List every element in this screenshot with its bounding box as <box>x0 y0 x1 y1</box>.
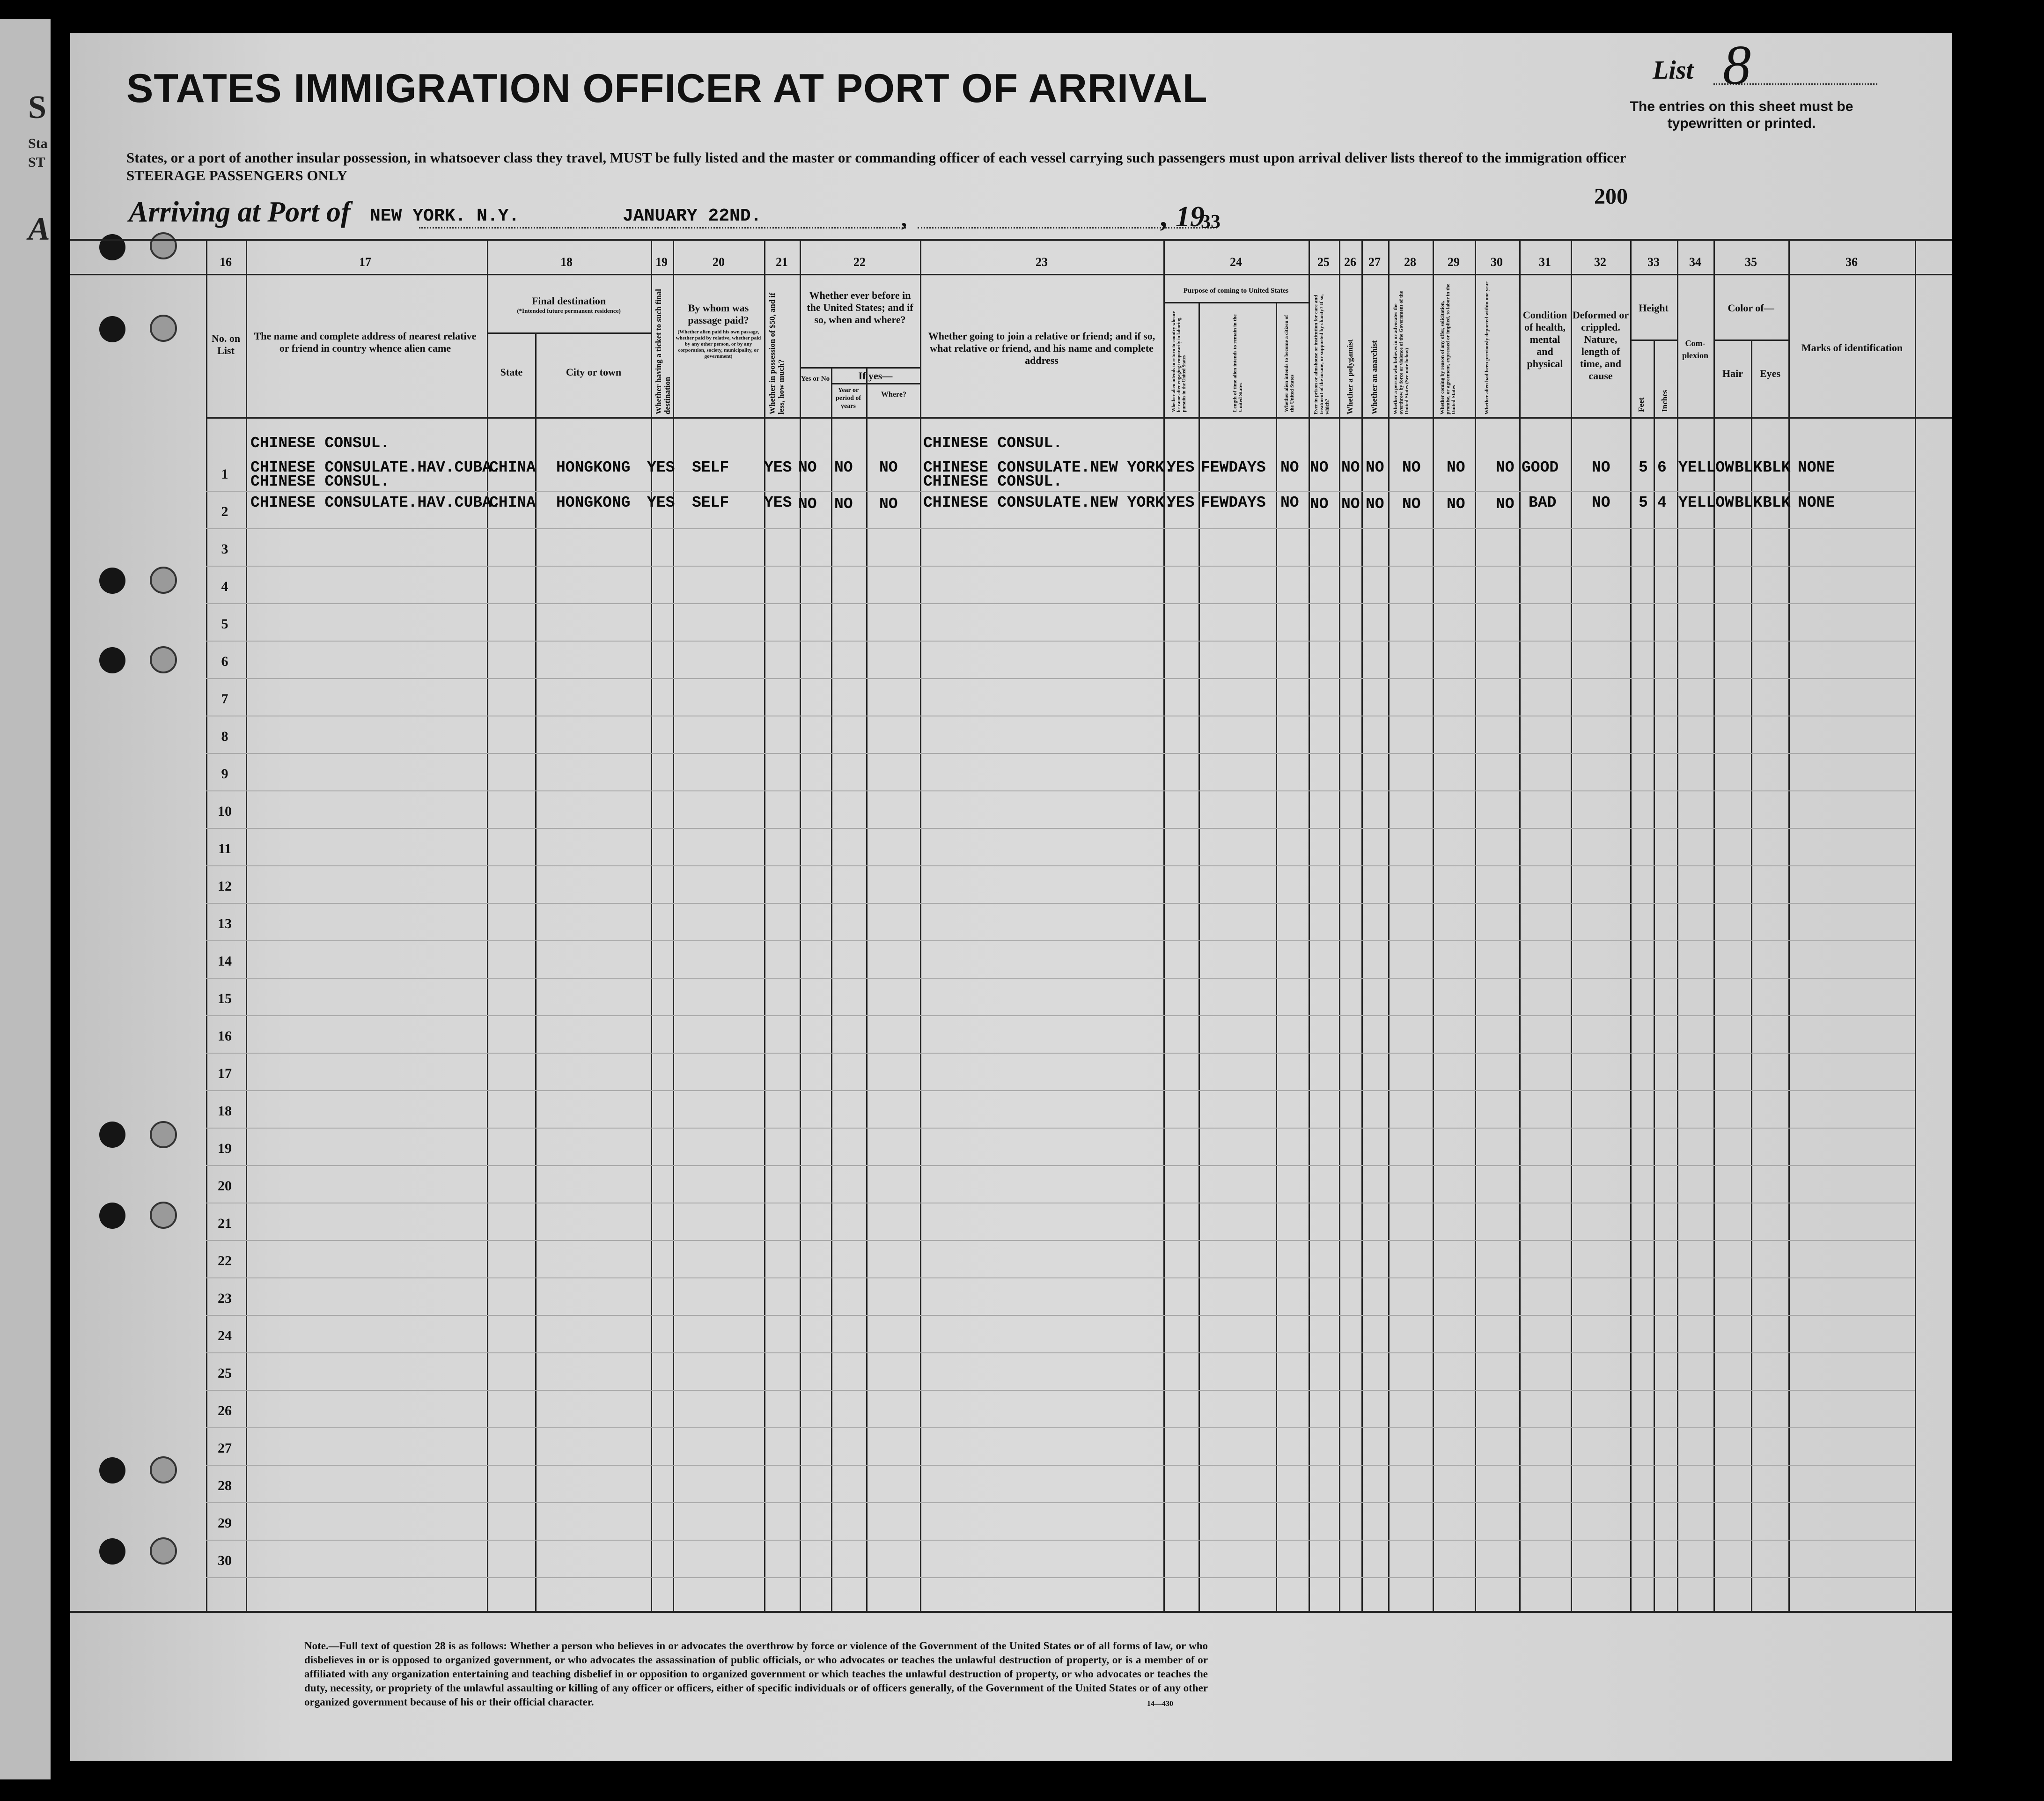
table-bottom-rule <box>70 1611 1952 1613</box>
binder-hole <box>150 646 177 673</box>
row-number: 27 <box>218 1440 232 1456</box>
row-number: 5 <box>221 616 228 632</box>
header-deformed: Deformed or crippled. Nature, length of time, and cause <box>1572 309 1629 382</box>
entry-complexion: YELLOW <box>1678 494 1734 511</box>
binder-hole <box>99 1538 125 1565</box>
column-rule <box>1475 239 1476 1611</box>
column-rule <box>1519 239 1521 1611</box>
header-purpose-citizen: Whether alien intends to become a citizen of the United States <box>1284 315 1295 412</box>
column-rule <box>1915 239 1916 1611</box>
row-line <box>206 1240 1915 1241</box>
header-ever-before: Whether ever before in the United States; and if so, when and where? <box>807 289 913 325</box>
form-number: 14—430 <box>1147 1700 1173 1708</box>
subheader-rule-18 <box>487 332 651 334</box>
entry-inches: 6 <box>1657 459 1667 476</box>
column-number: 18 <box>560 255 573 269</box>
entry-money: YES <box>764 459 792 476</box>
steerage-label: STEERAGE PASSENGERS ONLY <box>126 167 348 184</box>
entry-join-line2: CHINESE CONSULATE.NEW YORK. <box>923 494 1174 511</box>
column-number: 20 <box>713 255 725 269</box>
final-destination-label: Final destination <box>531 295 606 307</box>
row-number: 6 <box>221 654 228 669</box>
binder-hole <box>99 1457 125 1484</box>
column-number: 29 <box>1448 255 1460 269</box>
entry-city: HONGKONG <box>556 494 631 511</box>
binder-hole <box>99 647 125 673</box>
column-number: 30 <box>1491 255 1503 269</box>
entry-feet: 5 <box>1639 459 1648 476</box>
row-line <box>206 1128 1915 1129</box>
row-line <box>206 903 1915 904</box>
row-number: 11 <box>218 841 232 856</box>
row-number: 14 <box>218 953 232 969</box>
column-rule <box>866 367 868 1611</box>
row-number: 21 <box>218 1216 232 1231</box>
column-rule <box>1339 239 1340 1611</box>
row-number: 24 <box>218 1328 232 1343</box>
header-complexion: Com-plexion <box>1682 339 1708 360</box>
row-number: 3 <box>221 541 228 557</box>
header-prison: Ever in prison or almshouse or institution for care and treatment of the insane, or supported by charity? If so, which? <box>1313 294 1330 414</box>
entry-anarchist: NO <box>1366 459 1384 476</box>
year-suffix: 33 <box>1201 211 1221 233</box>
binder-hole <box>150 1121 177 1148</box>
row-number: 29 <box>218 1515 232 1531</box>
column-number: 28 <box>1404 255 1416 269</box>
column-number: 35 <box>1745 255 1757 269</box>
row-line <box>206 978 1915 979</box>
row-number: 7 <box>221 691 228 707</box>
row-number: 16 <box>218 1028 232 1044</box>
header-period-of-years: Year or period of years <box>835 387 861 410</box>
entry-state: CHINA <box>489 459 536 476</box>
row-line <box>206 940 1915 941</box>
entry-period: NO <box>834 495 853 513</box>
entry-marks: NONE <box>1798 494 1835 511</box>
entry-money: YES <box>764 494 792 511</box>
column-rule <box>246 239 247 1611</box>
column-rule <box>1309 239 1310 1611</box>
header-possession-50: Whether in possession of $50, and if less, how much? <box>768 293 786 414</box>
binder-hole <box>99 1122 125 1148</box>
header-anarchist: Whether an anarchist <box>1370 340 1379 414</box>
row-number: 26 <box>218 1403 232 1418</box>
header-labor-offer: Whether coming by reason of any offer, solicitation, promise, or agreement, expressed or implied, to labor in the United States <box>1440 283 1456 414</box>
column-rule <box>1433 239 1434 1611</box>
entry-paid-by: SELF <box>692 494 729 511</box>
header-purpose: Purpose of coming to United States <box>1183 287 1289 295</box>
entry-join-line2: CHINESE CONSULATE.NEW YORK. <box>923 459 1174 476</box>
margin-fragment: Sta <box>28 136 48 151</box>
column-number: 34 <box>1689 255 1701 269</box>
header-health: Condition of health, mental and physical <box>1522 309 1567 369</box>
binder-hole <box>150 232 177 259</box>
row-line <box>206 491 1915 492</box>
entry-where: NO <box>879 459 898 476</box>
header-where: Where? <box>881 391 906 399</box>
row-number: 2 <box>221 504 228 519</box>
date-value: JANUARY 22ND. <box>623 206 762 226</box>
entry-health: BAD <box>1529 494 1557 511</box>
entry-deported: NO <box>1496 459 1515 476</box>
table-top-rule <box>70 239 1952 241</box>
manifest-sheet <box>70 33 1952 1761</box>
column-number: 21 <box>776 255 788 269</box>
row-line <box>206 528 1915 529</box>
header-color-of: Color of— <box>1728 302 1774 314</box>
entry-before: NO <box>798 495 817 513</box>
header-deported: Whether alien had been previously deported within one year <box>1484 281 1490 414</box>
binder-hole <box>99 1203 125 1229</box>
row-number: 17 <box>218 1066 232 1081</box>
row-line <box>206 1165 1915 1166</box>
subheader-rule-22 <box>800 367 920 369</box>
list-label: List <box>1653 56 1694 85</box>
row-number: 20 <box>218 1178 232 1194</box>
entry-ticket: YES <box>647 494 675 511</box>
row-line <box>206 828 1915 829</box>
binder-hole <box>99 316 125 342</box>
entry-period: NO <box>834 459 853 476</box>
year-prefix: , 19 <box>1161 201 1205 233</box>
entry-citizen: NO <box>1280 459 1299 476</box>
header-state: State <box>500 366 523 378</box>
entry-c28: NO <box>1402 459 1421 476</box>
binder-hole <box>150 1537 177 1565</box>
entry-ticket: YES <box>647 459 675 476</box>
row-number: 10 <box>218 804 232 819</box>
entry-eyes: BLK <box>1763 494 1791 511</box>
entry-relative-line2: CHINESE CONSULATE.HAV.CUBA. <box>250 494 501 511</box>
entry-polygamist: NO <box>1341 459 1360 476</box>
row-number: 8 <box>221 729 228 744</box>
row-number: 1 <box>221 466 228 482</box>
column-rule <box>1276 302 1277 1611</box>
margin-fragment: ST <box>28 155 45 170</box>
entry-prison: NO <box>1310 495 1329 513</box>
entry-join-line1: CHINESE CONSUL. <box>923 435 1063 452</box>
column-rule <box>1361 239 1363 1611</box>
entry-inches: 4 <box>1657 494 1667 511</box>
header-purpose-length: Length of time alien intends to remain in the United States <box>1232 314 1243 412</box>
column-rule <box>920 239 921 1611</box>
column-rule <box>764 239 765 1611</box>
row-number: 12 <box>218 878 232 894</box>
adjacent-page-strip <box>0 19 51 1779</box>
column-number: 26 <box>1344 255 1356 269</box>
margin-fragment: S <box>28 89 46 125</box>
column-number-rule <box>70 274 1952 275</box>
entry-eyes: BLK <box>1763 459 1791 476</box>
list-number: 8 <box>1723 34 1751 96</box>
header-final-destination <box>489 295 648 315</box>
typed-note: The entries on this sheet must be typewritten or printed. <box>1630 99 1853 131</box>
row-line <box>206 1427 1915 1428</box>
entry-relative-line1: CHINESE CONSUL. <box>250 473 390 490</box>
row-number: 4 <box>221 579 228 594</box>
column-rule <box>1388 239 1390 1611</box>
row-number: 28 <box>218 1478 232 1493</box>
entry-prison: NO <box>1310 459 1329 476</box>
header-feet: Feet <box>1637 397 1646 412</box>
header-join-relative: Whether going to join a relative or friend; and if so, what relative or friend, and his name and complete address <box>928 330 1155 366</box>
binder-hole <box>150 1456 177 1484</box>
row-line <box>206 603 1915 604</box>
row-line <box>206 1390 1915 1391</box>
header-passage-paid <box>675 302 762 360</box>
final-destination-note: (*Intended future permanent residence) <box>517 307 621 314</box>
row-line <box>206 641 1915 642</box>
binder-hole <box>99 234 125 260</box>
row-number: 15 <box>218 991 232 1006</box>
column-number: 31 <box>1539 255 1551 269</box>
row-line <box>206 1090 1915 1091</box>
entry-deformed: NO <box>1592 494 1610 511</box>
column-number: 33 <box>1647 255 1660 269</box>
header-eyes: Eyes <box>1760 368 1780 379</box>
binder-hole <box>150 315 177 342</box>
row-line <box>206 1465 1915 1466</box>
row-line <box>206 865 1915 866</box>
passage-paid-note: (Whether alien paid his own passage, whether paid by relative, whether paid by any other person, or by any corporation, society, municipality, or government) <box>676 329 761 359</box>
subheader-rule-22b <box>831 383 920 384</box>
column-rule <box>651 239 652 1611</box>
column-number: 23 <box>1036 255 1048 269</box>
entry-state: CHINA <box>489 494 536 511</box>
column-rule <box>800 239 801 1611</box>
binder-hole <box>99 568 125 594</box>
binder-hole <box>150 567 177 594</box>
row-line <box>206 678 1915 679</box>
column-number: 17 <box>359 255 371 269</box>
column-rule <box>1198 302 1200 1611</box>
arriving-label: Arriving at Port of <box>129 196 351 228</box>
binder-hole <box>150 1202 177 1229</box>
entry-marks: NONE <box>1798 459 1835 476</box>
row-number: 19 <box>218 1141 232 1156</box>
header-overthrow: Whether a person who believes in or advocates the overthrow by force or violence of the Government of the United States (See note below) <box>1393 291 1410 414</box>
column-number: 16 <box>220 255 232 269</box>
column-number: 25 <box>1317 255 1330 269</box>
entry-paid-by: SELF <box>692 459 729 476</box>
entry-join-line1: CHINESE CONSUL. <box>923 473 1063 490</box>
column-rule <box>1571 239 1572 1611</box>
header-height: Height <box>1639 302 1669 314</box>
footnote: Note.—Full text of question 28 is as follows: Whether a person who believes in or advocates the overthrow by force or violence of the Government of the United States or of all forms of law, or who disbelieves in or is opposed to organized government, or who advocates the assassination of public officials, or who advocates or teaches the unlawful destruction of property, or is a member of or affiliated with any organization entertaining and teaching disbelief in or opposition to organized government or which teaches the unlawful destruction of property, or who advocates or teaches the duty, necessity, or propriety of the unlawful assaulting or killing of any officer or officers, either of specific individuals or of officers generally, of the Government of the United States or of any other organized government because of his or their official character. <box>304 1640 1208 1708</box>
entry-c29: NO <box>1447 459 1465 476</box>
column-number: 24 <box>1230 255 1242 269</box>
header-yes-or-no: Yes or No <box>801 375 830 383</box>
column-rule <box>535 332 537 1611</box>
entry-hair: BLK <box>1735 494 1763 511</box>
row-line <box>206 1577 1915 1578</box>
row-number: 25 <box>218 1366 232 1381</box>
port-value: NEW YORK. N.Y. <box>370 206 520 226</box>
passage-paid-label: By whom was passage paid? <box>688 302 749 326</box>
entry-anarchist: NO <box>1366 495 1384 513</box>
row-number: 9 <box>221 766 228 782</box>
column-number: 27 <box>1368 255 1381 269</box>
entry-citizen: NO <box>1280 494 1299 511</box>
column-number: 19 <box>655 255 668 269</box>
row-number: 22 <box>218 1253 232 1269</box>
subheader-rule-24 <box>1163 302 1309 303</box>
entry-c28: NO <box>1402 495 1421 513</box>
column-rule <box>1677 239 1678 1611</box>
port-underline <box>419 227 906 229</box>
entry-deformed: NO <box>1592 459 1610 476</box>
header-hair: Hair <box>1722 368 1743 379</box>
column-rule <box>1654 340 1655 1611</box>
column-rule <box>831 367 832 1611</box>
header-bottom-rule <box>206 417 1952 419</box>
header-nearest-relative: The name and complete address of nearest relative or friend in country whence alien came <box>254 330 477 354</box>
row-line <box>206 753 1915 754</box>
entry-before: NO <box>798 459 817 476</box>
row-line <box>206 1277 1915 1278</box>
row-number: 13 <box>218 916 232 931</box>
header-marks: Marks of identification <box>1801 342 1903 354</box>
header-city: City or town <box>566 366 622 378</box>
row-line <box>206 1315 1915 1316</box>
row-line <box>206 1502 1915 1503</box>
header-ticket: Whether having a ticket to such final destination <box>654 289 672 414</box>
row-number: 30 <box>218 1553 232 1568</box>
header-if-yes: If yes— <box>858 370 893 382</box>
header-no-on-list: No. on List <box>211 332 241 356</box>
header-polygamist: Whether a polygamist <box>1346 339 1354 414</box>
entry-deported: NO <box>1496 495 1515 513</box>
column-rule <box>1788 239 1790 1611</box>
entry-relative-line1: CHINESE CONSUL. <box>250 435 390 452</box>
entry-complexion: YELLOW <box>1678 459 1734 476</box>
column-number: 36 <box>1845 255 1858 269</box>
entry-health: GOOD <box>1522 459 1559 476</box>
column-number: 32 <box>1594 255 1606 269</box>
column-rule <box>1163 239 1165 1611</box>
column-rule <box>487 239 488 1611</box>
row-line <box>206 790 1915 791</box>
entry-length: FEWDAYS <box>1201 494 1266 511</box>
row-line <box>206 1540 1915 1541</box>
entry-polygamist: NO <box>1341 495 1360 513</box>
column-rule <box>1751 340 1752 1611</box>
entry-hair: BLK <box>1735 459 1763 476</box>
entry-city: HONGKONG <box>556 459 631 476</box>
row-line <box>206 1053 1915 1054</box>
column-rule <box>673 239 674 1611</box>
row-line <box>206 1352 1915 1353</box>
entry-relative-line2: CHINESE CONSULATE.HAV.CUBA. <box>250 459 501 476</box>
header-purpose-return: Whether alien intends to return to country whence he came after engaging temporarily in laboring pursuits in the United States <box>1171 310 1187 412</box>
row-line <box>206 566 1915 567</box>
entry-where: NO <box>879 495 898 513</box>
entry-c29: NO <box>1447 495 1465 513</box>
date-comma: , <box>901 207 907 231</box>
column-rule <box>1630 239 1632 1611</box>
margin-fragment: A <box>28 211 50 247</box>
header-inches: Inches <box>1660 390 1669 412</box>
entry-feet: 5 <box>1639 494 1648 511</box>
column-rule <box>1713 239 1715 1611</box>
instructions-text: States, or a port of another insular possession, in whatsoever class they travel, MUST be fully listed and the master or commanding officer of each vessel carrying such passengers must upon arrival deliver lists thereof to the immigration officer <box>126 149 1626 166</box>
entry-length: FEWDAYS <box>1201 459 1266 476</box>
row-number: 18 <box>218 1103 232 1119</box>
entry-return: YES <box>1167 459 1195 476</box>
stamp-number: 200 <box>1594 184 1628 209</box>
entry-return: YES <box>1167 494 1195 511</box>
row-line <box>206 1015 1915 1016</box>
row-number: 23 <box>218 1291 232 1306</box>
column-number: 22 <box>853 255 866 269</box>
page-title: STATES IMMIGRATION OFFICER AT PORT OF ARRIVAL <box>126 66 1208 111</box>
instructions <box>126 149 1626 185</box>
